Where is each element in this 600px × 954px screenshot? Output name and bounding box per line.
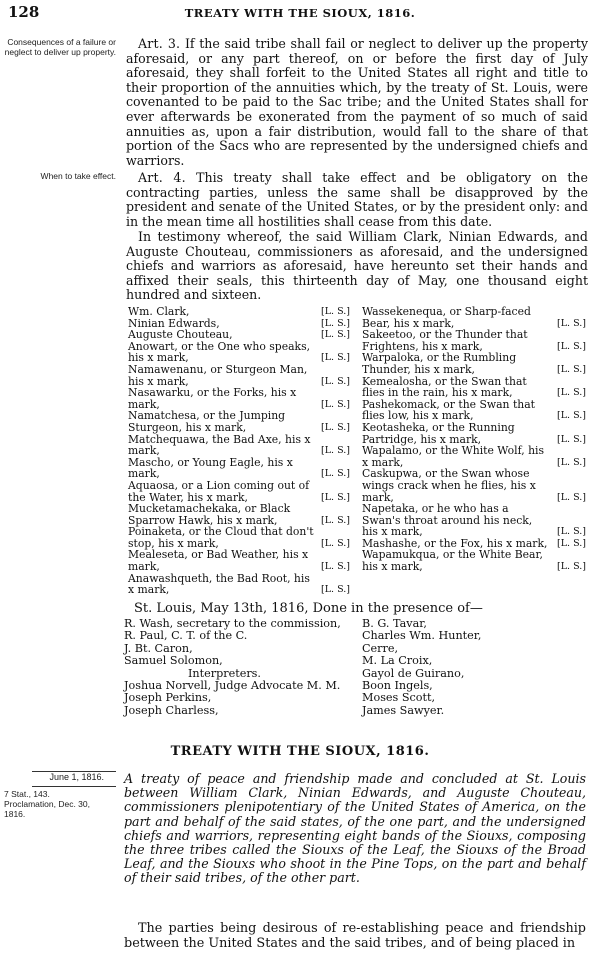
signature-entry [362, 445, 586, 468]
witness-entry: Joseph Charless, [124, 703, 219, 717]
witness-entry: Boon Ingels, [362, 679, 433, 693]
seal-mark: [L. S.] [557, 456, 586, 468]
signatory-name: Wapalamo, or the White Wolf, his x mark, [362, 444, 545, 469]
signatory-name: Caskupwa, or the Swan whose wings crack when he flies, his x mark, [362, 467, 536, 504]
witness-entry: Interpreters. [188, 666, 261, 680]
margin-note-effect: When to take effect. [40, 171, 116, 181]
signatory-name: Matchequawa, the Bad Axe, his x mark, [128, 432, 311, 458]
signatory-name: Napetaka, or he who has a Swan's throat around his neck, his x mark, [362, 502, 533, 539]
seal-mark: [L. S.] [557, 537, 586, 549]
signatory-name: Wassekenequa, or Sharp-faced Bear, his x mark, [362, 305, 531, 330]
signature-entry [128, 480, 350, 503]
signature-entry [128, 434, 350, 457]
article-4-label: Art. 4. [138, 170, 186, 185]
signature-entry [128, 526, 350, 549]
signature-entry [128, 549, 350, 572]
seal-mark: [L. S.] [321, 468, 350, 480]
seal-mark: [L. S.] [321, 398, 350, 410]
witness-entry: R. Paul, C. T. of the C. [124, 629, 248, 643]
signatory-name: Sakeetoo, or the Thunder that Frightens, his x mark, [362, 328, 528, 353]
article-3-label: Art. 3. [138, 36, 181, 51]
witness-entry: R. Wash, secretary to the commission, [124, 617, 341, 630]
signatory-name: Namawenanu, or Sturgeon Man, his x mark, [128, 362, 308, 388]
witness-entry: B. G. Tavar, [362, 617, 427, 630]
signatory-name: Auguste Chouteau, [128, 328, 233, 342]
witness-entry: Joshua Norvell, Judge Advocate M. M. [124, 679, 341, 693]
signature-entry [128, 387, 350, 410]
treaty-2-title: TREATY WITH THE SIOUX, 1816. [170, 744, 430, 759]
article-4 [126, 171, 588, 229]
signatory-name: Anowart, or the One who speaks, his x mark, [128, 339, 311, 365]
seal-mark: [L. S.] [557, 387, 586, 399]
signature-entry [362, 329, 586, 352]
seal-mark: [L. S.] [557, 340, 586, 352]
signatory-name: Anawashqueth, the Bad Root, his x mark, [128, 571, 310, 597]
seal-mark: [L. S.] [321, 421, 350, 433]
article-3-text: If the said tribe shall fail or neglect to deliver up the property aforesaid, or any part thereof, on or before the first day of July aforesaid, they shall forfeit to the United States all right and title to their proportion of the annuities which, by the treaty of St. Louis, were covenanted to be paid to the Sac tribe; and the United States shall for ever afterwards be exonerated from the payment of so much of said annuities as, upon a fair distribution, would fall to the share of that portion of the Sacs who are represented by the undersigned chiefs and warriors. [126, 36, 588, 168]
signature-entry [128, 410, 350, 433]
seal-mark: [L. S.] [321, 561, 350, 573]
margin-note-consequences: Consequences of a failure or neglect to deliver up property. [4, 37, 116, 57]
witness-entry: Gayol de Guirano, [362, 666, 465, 680]
article-4-text: This treaty shall take effect and be obligatory on the contracting parties, unless the same shall be disapproved by the president and senate of the United States, or by the president only: and in the mean time all hostilities shall cease from this date. [126, 170, 588, 229]
signature-entry [128, 503, 350, 526]
signatory-name: Mealeseta, or Bad Weather, his x mark, [128, 548, 309, 574]
treaty-2-date: June 1, 1816. [49, 772, 104, 782]
seal-mark: [L. S.] [321, 375, 350, 387]
seal-mark: [L. S.] [321, 537, 350, 549]
seal-mark: [L. S.] [321, 329, 350, 341]
signature-entry [128, 573, 350, 596]
signatory-name: Aquaosa, or a Lion coming out of the Water, his x mark, [128, 478, 310, 504]
signatory-name: Namatchesa, or the Jumping Sturgeon, his x mark, [128, 409, 286, 434]
signature-entry [362, 422, 586, 445]
seal-mark: [L. S.] [321, 445, 350, 457]
signature-entry [362, 306, 586, 329]
signatory-name: Keotasheka, or the Running Partridge, his x mark, [362, 420, 515, 446]
signatory-name: Pashekomack, or the Swan that flies low, his x mark, [362, 397, 536, 423]
signature-entry [128, 364, 350, 387]
witness-entry: James Sawyer. [362, 703, 445, 717]
signature-entry [362, 549, 586, 572]
signature-entry [362, 468, 586, 503]
seal-mark: [L. S.] [557, 433, 586, 445]
seal-mark: [L. S.] [321, 584, 350, 596]
treaty-2-proclamation: Proclamation, Dec. 30, 1816. [4, 799, 90, 819]
seal-mark: [L. S.] [321, 306, 350, 317]
signatory-name: Mashashe, or the Fox, his x mark, [362, 536, 548, 550]
signatory-name: Ninian Edwards, [128, 316, 220, 330]
signatory-name: Wapamukqua, or the White Bear, his x mark, [362, 548, 543, 574]
signature-entry [362, 376, 586, 399]
seal-mark: [L. S.] [557, 526, 586, 538]
presence-heading: St. Louis, May 13th, 1816, Done in the presence of— [134, 601, 483, 616]
signature-entry [362, 352, 586, 375]
witness-entry: Joseph Perkins, [124, 691, 212, 705]
signatures-left [128, 306, 350, 596]
seal-mark: [L. S.] [321, 514, 350, 526]
signatory-name: Warpaloka, or the Rumbling Thunder, his x mark, [362, 351, 517, 376]
signatures-right [362, 306, 586, 573]
running-title: TREATY WITH THE SIOUX, 1816. [184, 6, 416, 20]
seal-mark: [L. S.] [557, 363, 586, 375]
treaty-2-preamble: A treaty of peace and friendship made and concluded at St. Louis between William Clark, Ninian Edwards, and Auguste Chouteau, commissioners plenipotentiary of the United States of America, on the part and behalf of the said states, of the one part, and the undersigned chiefs and warriors, representing eight bands of the Siouxs, composing the three tribes called the Siouxs of the Leaf, the Siouxs of the Broad Leaf, and the Siouxs who shoot in the Pine Tops, on the part and behalf of their said tribes, of the other part. [124, 771, 586, 886]
signature-entry [128, 341, 350, 364]
seal-mark: [L. S.] [321, 352, 350, 364]
seal-mark: [L. S.] [557, 491, 586, 503]
signatory-name: Wm. Clark, [128, 305, 190, 318]
signatory-name: Poinaketa, or the Cloud that don't stop, his x mark, [128, 525, 314, 550]
article-3 [126, 37, 588, 168]
seal-mark: [L. S.] [557, 561, 586, 573]
seal-mark: [L. S.] [321, 491, 350, 503]
signature-entry [128, 457, 350, 480]
seal-mark: [L. S.] [557, 317, 586, 329]
witness-entry: Moses Scott, [362, 691, 436, 705]
witness-entry: M. La Croix, [362, 654, 433, 668]
page-number: 128 [8, 3, 40, 21]
seal-mark: [L. S.] [557, 410, 586, 422]
seal-mark: [L. S.] [321, 317, 350, 329]
witness-entry: Cerre, [362, 641, 399, 655]
treaty-2-opening: The parties being desirous of re-establishing peace and friendship between the United States and the said tribes, and of being placed in [124, 921, 586, 951]
treaty-2-stat: 7 Stat., 143. [4, 789, 50, 799]
signatory-name: Kemealosha, or the Swan that flies in the rain, his x mark, [362, 374, 527, 400]
witnesses-right [362, 618, 582, 717]
testimony-paragraph: In testimony whereof, the said William Clark, Ninian Edwards, and Auguste Chouteau, commissioners as aforesaid, and the undersigned chiefs and warriors as aforesaid, have hereunto set their hands and affixed their seals, this thirteenth day of May, one thousand eight hundred and sixteen. [126, 229, 588, 303]
margin-rule-2 [32, 786, 116, 787]
witness-entry: Charles Wm. Hunter, [362, 629, 482, 643]
signatory-name: Mascho, or Young Eagle, his x mark, [128, 455, 293, 481]
signature-entry [362, 503, 586, 538]
signatory-name: Nasawarku, or the Forks, his x mark, [128, 386, 297, 411]
signatory-name: Mucketamachekaka, or Black Sparrow Hawk, his x mark, [128, 502, 291, 527]
witness-entry: Samuel Solomon, [124, 654, 223, 668]
signature-entry [362, 399, 586, 422]
witness-entry: J. Bt. Caron, [124, 641, 193, 655]
witnesses-left [124, 618, 354, 717]
